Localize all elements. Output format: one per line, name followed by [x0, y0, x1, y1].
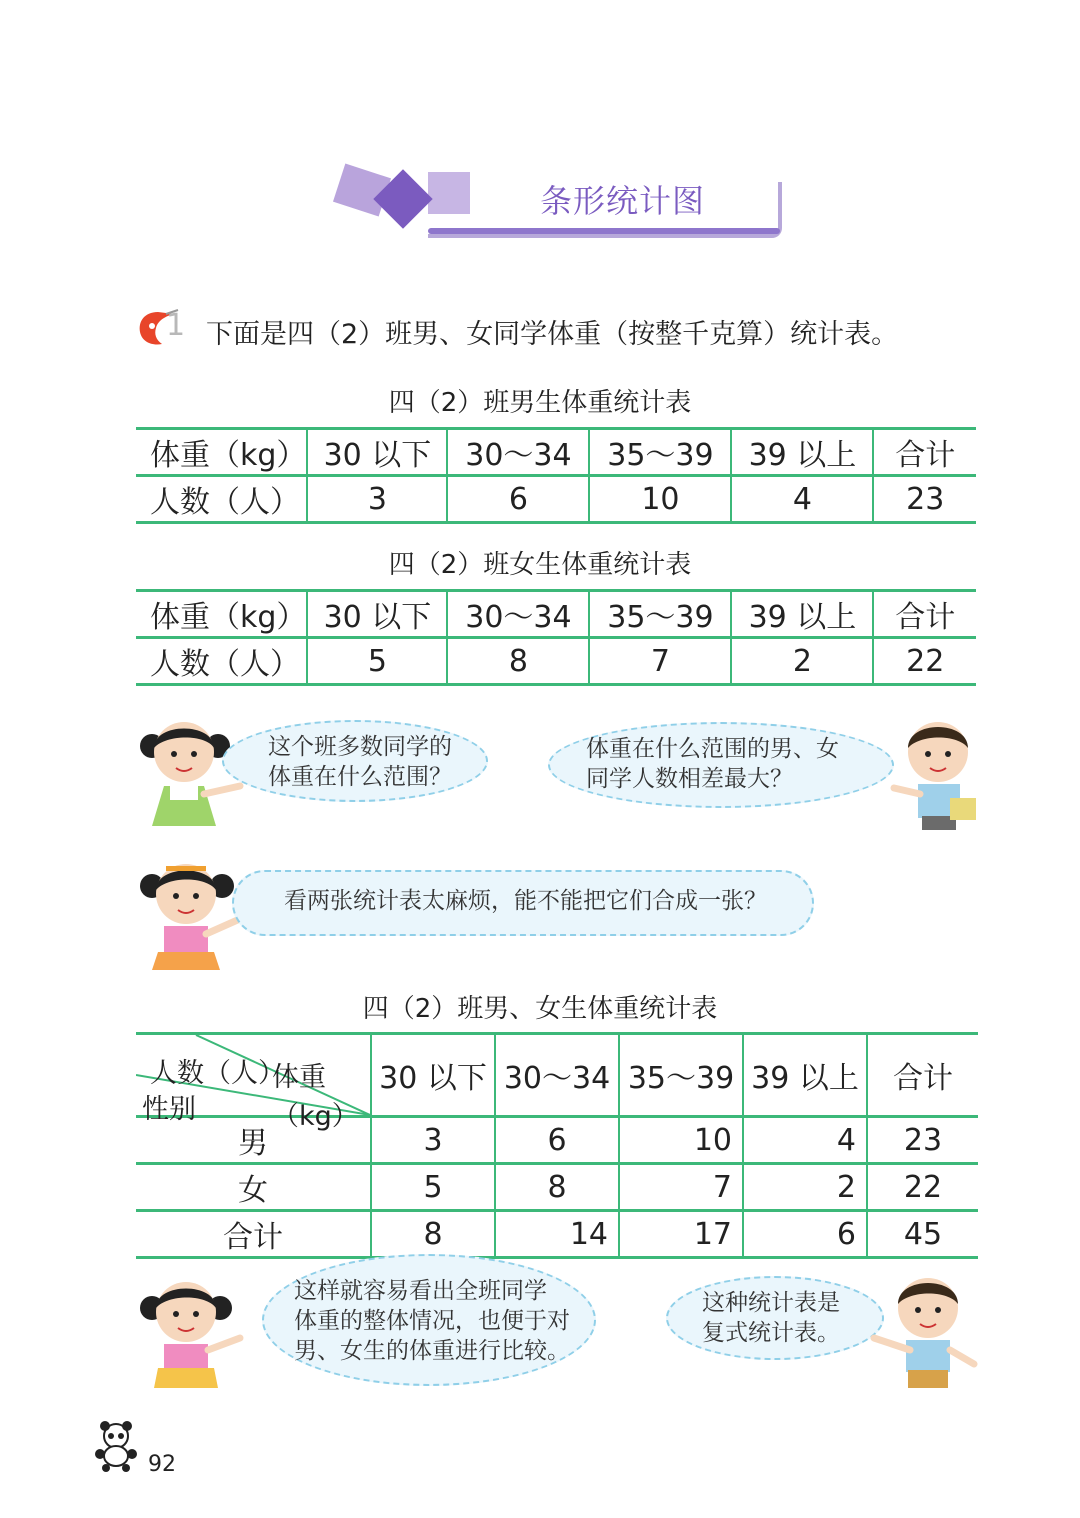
girl-illustration-icon — [136, 856, 246, 972]
table-cell: 8 — [447, 638, 589, 685]
table-cell: 23 — [873, 476, 976, 523]
table-cell: 3 — [371, 1117, 495, 1164]
table-header: 30～34 — [447, 429, 589, 476]
table-header: 体重（kg） — [136, 591, 307, 638]
female-weight-table — [136, 589, 976, 686]
table-header: 体重（kg） — [136, 429, 307, 476]
banner-underline — [428, 228, 780, 234]
male-weight-table — [136, 427, 976, 524]
section-title: 条形统计图 — [540, 182, 706, 220]
table-cell: 8 — [495, 1164, 619, 1211]
question-text: 下面是四（2）班男、女同学体重（按整千克算）统计表。 — [206, 319, 899, 350]
table-cell: 8 — [371, 1211, 495, 1258]
bubble-text: 体重的整体情况，也便于对 — [294, 1308, 570, 1334]
table-header: 39 以上 — [743, 1034, 867, 1117]
row-label: 女 — [136, 1164, 371, 1211]
table-cell: 3 — [307, 476, 447, 523]
table-cell: 2 — [743, 1164, 867, 1211]
corner-label-count: 人数（人） — [150, 1058, 285, 1089]
corner-label-gender: 性别 — [142, 1094, 196, 1125]
bubble-text: 看两张统计表太麻烦，能不能把它们合成一张？ — [284, 888, 767, 914]
corner-label-weight: 体重（kg） — [272, 1062, 359, 1132]
table-cell: 23 — [867, 1117, 978, 1164]
table-cell: 7 — [589, 638, 731, 685]
table-row — [136, 1117, 978, 1164]
bubble-text: 男、女生的体重进行比较。 — [294, 1338, 570, 1364]
combined-weight-table — [136, 1032, 978, 1259]
table-header: 30 以下 — [371, 1034, 495, 1117]
speech-bubble — [222, 720, 488, 802]
table-cell: 45 — [867, 1211, 978, 1258]
table-row — [136, 1164, 978, 1211]
bubble-text: 这种统计表是 — [702, 1290, 840, 1316]
table-header: 30 以下 — [307, 591, 447, 638]
girl-illustration-icon — [136, 1272, 246, 1390]
bubble-text: 这个班多数同学的 — [268, 734, 452, 760]
speech-bubble — [232, 870, 814, 936]
table-header: 合计 — [873, 429, 976, 476]
table-header: 30～34 — [447, 591, 589, 638]
table-cell: 人数（人） — [136, 476, 307, 523]
row-label: 合计 — [136, 1211, 371, 1258]
table-cell: 22 — [873, 638, 976, 685]
speech-bubble — [262, 1254, 596, 1386]
female-table-caption: 四（2）班女生体重统计表 — [388, 550, 692, 580]
table-row — [136, 1211, 978, 1258]
bubble-text: 体重在什么范围的男、女 — [586, 736, 839, 762]
table-corner-cell — [136, 1034, 371, 1132]
table-cell: 22 — [867, 1164, 978, 1211]
table-header: 39 以上 — [731, 591, 873, 638]
table-header: 39 以上 — [731, 429, 873, 476]
table-cell: 人数（人） — [136, 638, 307, 685]
table-header: 合计 — [873, 591, 976, 638]
combined-table-caption: 四（2）班男、女生体重统计表 — [362, 994, 718, 1024]
table-cell: 5 — [307, 638, 447, 685]
bubble-text: 复式统计表。 — [702, 1320, 840, 1346]
table-cell: 5 — [371, 1164, 495, 1211]
table-header: 35～39 — [589, 591, 731, 638]
table-header: 35～39 — [589, 429, 731, 476]
table-cell: 4 — [743, 1117, 867, 1164]
boy-illustration-icon — [870, 1268, 978, 1390]
table-cell: 6 — [495, 1117, 619, 1164]
table-cell: 4 — [731, 476, 873, 523]
bubble-text: 这样就容易看出全班同学 — [294, 1278, 547, 1304]
page-number: 92 — [148, 1452, 176, 1477]
table-cell: 6 — [743, 1211, 867, 1258]
table-cell: 17 — [619, 1211, 743, 1258]
panda-icon — [92, 1420, 142, 1472]
boy-illustration-icon — [888, 712, 980, 832]
table-header: 30 以下 — [307, 429, 447, 476]
table-header: 35～39 — [619, 1034, 743, 1117]
table-header: 合计 — [867, 1034, 978, 1117]
bubble-text: 同学人数相差最大？ — [586, 766, 793, 792]
table-cell: 6 — [447, 476, 589, 523]
table-cell: 10 — [589, 476, 731, 523]
bubble-text: 体重在什么范围？ — [268, 764, 452, 790]
table-cell: 14 — [495, 1211, 619, 1258]
question-number: 1 — [166, 308, 186, 343]
table-cell: 7 — [619, 1164, 743, 1211]
table-cell: 10 — [619, 1117, 743, 1164]
male-table-caption: 四（2）班男生体重统计表 — [388, 388, 692, 418]
speech-bubble — [548, 722, 894, 808]
speech-bubble — [666, 1276, 884, 1360]
table-header: 30～34 — [495, 1034, 619, 1117]
table-cell: 2 — [731, 638, 873, 685]
row-label: 男 — [136, 1117, 371, 1164]
